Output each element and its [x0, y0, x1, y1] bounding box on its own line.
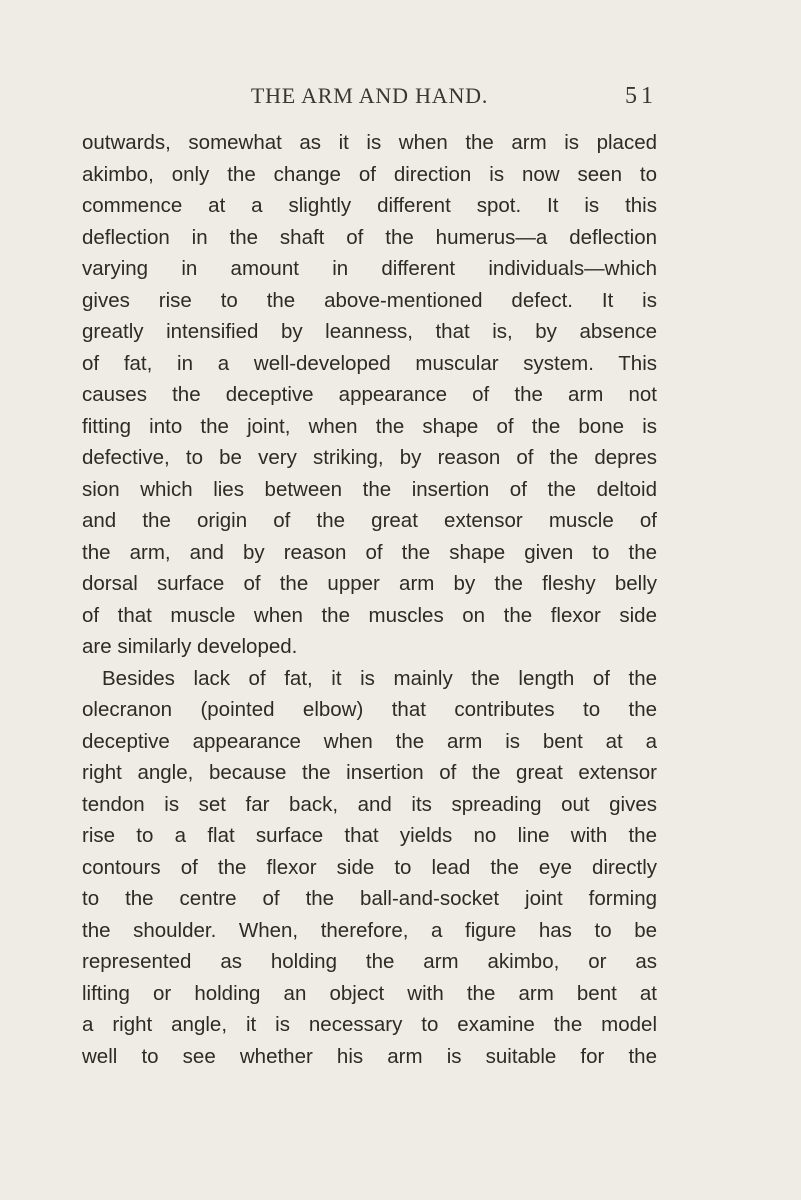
body-text	[82, 127, 657, 1072]
text-line: outwards, somewhat as it is when the arm is placed	[82, 131, 657, 154]
text-line: sion which lies between the insertion of the deltoid	[82, 477, 657, 501]
text-line: well to see whether his arm is suitable for the	[82, 1044, 657, 1068]
running-head	[82, 80, 657, 112]
text-line: varying in amount in different individuals—which	[82, 257, 657, 280]
text-line: olecranon (pointed elbow) that contributes to the	[82, 698, 657, 721]
text-line: represented as holding the arm akimbo, or as	[82, 950, 657, 973]
text-line: contours of the flexor side to lead the eye directly	[82, 855, 657, 879]
text-line: right angle, because the insertion of the great extensor	[82, 761, 657, 784]
text-line: akimbo, only the change of direction is now seen to	[82, 162, 657, 186]
text-line: of fat, in a well-developed muscular system. This	[82, 351, 657, 375]
text-line: lifting or holding an object with the arm bent at	[82, 981, 657, 1005]
text-line: commence at a slightly different spot. It is this	[82, 194, 657, 217]
text-line: to the centre of the ball-and-socket joint forming	[82, 887, 657, 910]
text-line: causes the deceptive appearance of the arm not	[82, 383, 657, 406]
text-line: rise to a flat surface that yields no line with the	[82, 824, 657, 847]
page-number: 51	[625, 83, 657, 109]
text-line: and the origin of the great extensor muscle of	[82, 509, 657, 532]
text-line: dorsal surface of the upper arm by the fleshy belly	[82, 572, 657, 595]
text-line: a right angle, it is necessary to examine the model	[82, 1013, 657, 1036]
text-line: of that muscle when the muscles on the flexor side	[82, 603, 657, 627]
text-line: deceptive appearance when the arm is bent at a	[82, 729, 657, 753]
text-line: deflection in the shaft of the humerus—a deflection	[82, 225, 657, 249]
text-line: Besides lack of fat, it is mainly the length of the	[102, 666, 657, 690]
text-line: fitting into the joint, when the shape of the bone is	[82, 414, 657, 438]
text-line: tendon is set far back, and its spreading out gives	[82, 792, 657, 816]
text-line: the arm, and by reason of the shape given to the	[82, 540, 657, 564]
text-line: gives rise to the above-mentioned defect. It is	[82, 288, 657, 312]
running-head-title: THE ARM AND HAND.	[250, 83, 489, 108]
text-line: greatly intensified by leanness, that is, by absence	[82, 320, 657, 343]
text-line: are similarly developed.	[82, 635, 298, 658]
text-line: defective, to be very striking, by reason of the depres	[82, 446, 657, 469]
text-line: the shoulder. When, therefore, a figure has to be	[82, 918, 657, 942]
